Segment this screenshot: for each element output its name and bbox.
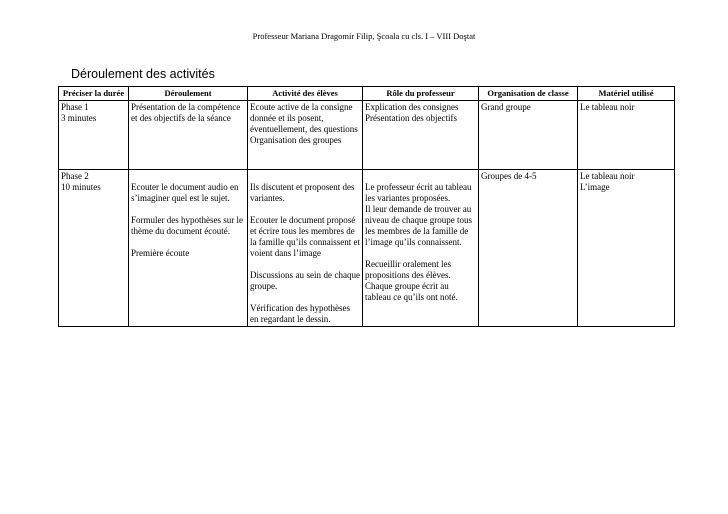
phase-2-duration [59, 170, 129, 327]
header-materiel: Matériel utilisé [578, 87, 675, 101]
phase-2-activite-para: Ils discutent et proposent des variantes. [250, 182, 355, 203]
table-header-row [59, 87, 675, 101]
phase-2-deroulement-para: Ecouter le document audio en s’imaginer quel est le sujet. [131, 182, 239, 203]
table-row-phase-1 [59, 101, 675, 170]
phase-2-activite-para: Discussions au sein de chaque groupe. [250, 270, 360, 291]
activities-table [58, 86, 675, 327]
phase-2-deroulement [129, 170, 248, 327]
phase-1-deroulement: Présentation de la compétence et des objectifs de la séance [129, 101, 248, 170]
phase-2-activite-para: Vérification des hypothèses en regardant le dessin. [250, 303, 350, 324]
phase-1-role [363, 101, 479, 170]
page-header: Professeur Mariana Dragomir Filip, Şcoala cu cls. I – VIII Doştat [252, 31, 476, 41]
header-deroulement: Déroulement [129, 87, 248, 101]
section-title: Déroulement des activités [71, 67, 215, 81]
phase-2-materiel [578, 170, 675, 327]
phase-1-activite: Ecoute active de la consigne donnée et ils posent, éventuellement, des questions Organisation des groupes [248, 101, 363, 170]
phase-2-organisation: Groupes de 4-5 [479, 170, 578, 327]
phase-2-materiel-item: Le tableau noir [580, 171, 635, 181]
phase-1-materiel: Le tableau noir [578, 101, 675, 170]
header-role: Rôle du professeur [363, 87, 479, 101]
phase-2-deroulement-para: Première écoute [131, 248, 190, 258]
phase-2-activite [248, 170, 363, 327]
phase-2-materiel-item: L’image [580, 182, 610, 192]
phase-2-activite-para: Ecouter le document proposé et écrire tous les membres de la famille qu’ils connaissent et voient dans l’image [250, 215, 360, 258]
phase-1-role-line: Présentation des objectifs [365, 113, 457, 123]
header-preciser: Préciser la durée [59, 87, 129, 101]
phase-2-role-para: Il leur demande de trouver au niveau de chaque groupe tous les membres de la famille de l’image qu’ils connaissent. [365, 204, 472, 247]
phase-2-label: Phase 2 [61, 171, 89, 181]
phase-1-duration [59, 101, 129, 170]
phase-1-minutes: 3 minutes [61, 113, 97, 123]
phase-1-label: Phase 1 [61, 102, 89, 112]
phase-2-minutes: 10 minutes [61, 182, 101, 192]
header-organisation: Organisation de classe [479, 87, 578, 101]
table-row-phase-2 [59, 170, 675, 327]
phase-2-deroulement-para: Formuler des hypothèses sur le thème du document écouté. [131, 215, 243, 236]
phase-1-organisation: Grand groupe [479, 101, 578, 170]
header-activite: Activité des élèves [248, 87, 363, 101]
phase-2-role-para: Recueillir oralement les propositions des élèves. Chaque groupe écrit au tableau ce qu’ils ont noté. [365, 259, 458, 302]
phase-2-role [363, 170, 479, 327]
phase-1-role-line: Explication des consignes [365, 102, 459, 112]
phase-2-role-para: Le professeur écrit au tableau les variantes proposées. [365, 182, 472, 203]
